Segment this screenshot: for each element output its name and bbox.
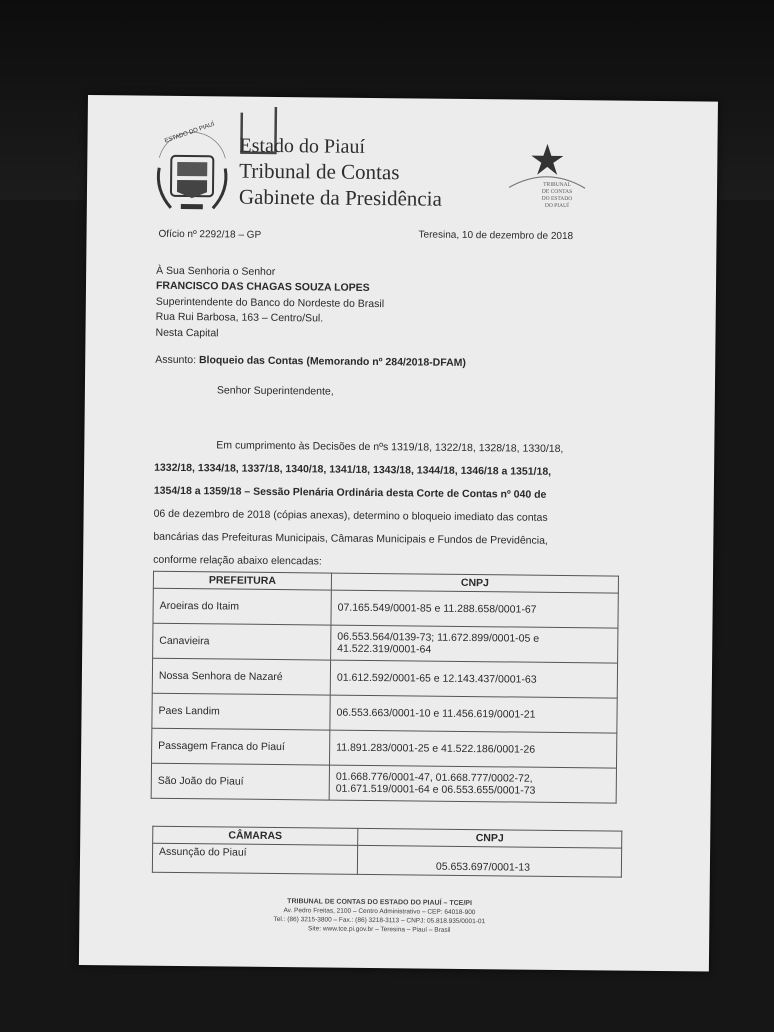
greeting: Senhor Superintendente, bbox=[216, 384, 334, 398]
tce-logo-line: DO PIAUÍ bbox=[544, 202, 569, 210]
body-line: conforme relação abaixo elencadas: bbox=[153, 553, 322, 568]
camaras-table bbox=[152, 826, 622, 878]
footer-phones: Tel.: (86) 3215-3800 – Fax.: (86) 3218-3113 – CNPJ: 05.818.935/0001-01 bbox=[273, 915, 486, 926]
recipient-line: Rua Rui Barbosa, 163 – Centro/Sul. bbox=[155, 310, 324, 325]
subject-line bbox=[155, 354, 466, 369]
subject-label: Assunto: bbox=[155, 353, 197, 367]
cnpj-cell: 06.553.663/0001-10 e 11.456.619/0001-21 bbox=[330, 695, 617, 733]
column-header: CÂMARAS bbox=[153, 826, 358, 845]
oficio-number: Ofício nº 2292/18 – GP bbox=[158, 228, 262, 241]
tce-logo-text bbox=[527, 182, 587, 211]
table-row bbox=[152, 843, 621, 877]
body-line: Em cumprimento às Decisões de nºs 1319/18, 1322/18, 1328/18, 1330/18, bbox=[216, 439, 564, 455]
table-row bbox=[152, 693, 617, 733]
prefeitura-name: Nossa Senhora de Nazaré bbox=[152, 658, 330, 695]
table-row bbox=[152, 728, 617, 768]
footer-title: TRIBUNAL DE CONTAS DO ESTADO DO PIAUÍ – TCE/PI bbox=[287, 898, 472, 908]
header-state: Estado do Piauí bbox=[239, 134, 366, 158]
cnpj-cell: 01.668.776/0001-47, 01.668.777/0002-72, 01.671.519/0001-64 e 06.553.655/0001-73 bbox=[329, 765, 616, 803]
recipient-name: FRANCISCO DAS CHAGAS SOUZA LOPES bbox=[155, 279, 370, 294]
cnpj-cell: 11.891.283/0001-25 e 41.522.186/0001-26 bbox=[329, 730, 616, 768]
table-row bbox=[151, 763, 616, 803]
document-footer bbox=[199, 896, 559, 936]
cnpj-cell: 06.553.564/0139-73; 11.672.899/0001-05 e 41.522.319/0001-64 bbox=[331, 625, 618, 663]
header-office: Gabinete da Presidência bbox=[238, 184, 442, 211]
recipient-line: À Sua Senhoria o Senhor bbox=[156, 264, 276, 278]
prefeitura-name: Canavieira bbox=[153, 623, 331, 660]
footer-site: Site: www.tce.pi.gov.br – Teresina – Piauí – Brasil bbox=[308, 925, 451, 934]
prefeitura-name: Aroeiras do Itaim bbox=[153, 588, 331, 625]
tce-logo-line: TRIBUNAL bbox=[543, 181, 572, 189]
state-coat-of-arms-icon bbox=[151, 128, 234, 219]
prefeituras-table bbox=[151, 571, 619, 804]
prefeitura-name: Paes Landim bbox=[152, 693, 330, 730]
cnpj-cell: 01.612.592/0001-65 e 12.143.437/0001-63 bbox=[330, 660, 617, 698]
column-header: CNPJ bbox=[358, 828, 622, 848]
column-header: PREFEITURA bbox=[153, 571, 331, 590]
prefeitura-name: Passagem Franca do Piauí bbox=[152, 728, 330, 765]
cnpj-cell: 05.653.697/0001-13 bbox=[357, 845, 621, 877]
tce-logo-line: DE CONTAS bbox=[541, 188, 573, 196]
prefeitura-name: São João do Piauí bbox=[151, 763, 329, 800]
recipient-line: Superintendente do Banco do Nordeste do Brasil bbox=[155, 295, 385, 311]
camara-name: Assunção do Piauí bbox=[152, 843, 357, 874]
table-row bbox=[152, 658, 617, 698]
body-line: 1332/18, 1334/18, 1337/18, 1340/18, 1341/18, 1343/18, 1344/18, 1346/18 a 1351/18, bbox=[154, 461, 552, 478]
cnpj-cell: 07.165.549/0001-85 e 11.288.658/0001-67 bbox=[331, 590, 618, 628]
body-line: 1354/18 a 1359/18 – Sessão Plenária Ordinária desta Corte de Contas nº 040 de bbox=[153, 484, 547, 501]
seal-text: ESTADO DO PIAUÍ bbox=[164, 121, 216, 145]
footer-address: Av. Pedro Freitas, 2100 – Centro Administrativo – CEP: 64018-900 bbox=[283, 907, 476, 917]
header-court: Tribunal de Contas bbox=[239, 158, 400, 185]
letter-date: Teresina, 10 de dezembro de 2018 bbox=[418, 229, 574, 243]
subject-text: Bloqueio das Contas (Memorando nº 284/2018-DFAM) bbox=[198, 354, 467, 369]
body-line: bancárias das Prefeituras Municipais, Câmaras Municipais e Fundos de Previdência, bbox=[153, 530, 548, 547]
body-line: 06 de dezembro de 2018 (cópias anexas), determino o bloqueio imediato das contas bbox=[153, 507, 548, 524]
recipient-line: Nesta Capital bbox=[155, 326, 219, 340]
tce-logo-line: DO ESTADO bbox=[541, 195, 573, 203]
table-row bbox=[153, 623, 618, 663]
document-page bbox=[79, 95, 718, 972]
body-paragraph bbox=[153, 434, 624, 577]
table-row bbox=[153, 588, 618, 628]
column-header: CNPJ bbox=[331, 573, 618, 593]
